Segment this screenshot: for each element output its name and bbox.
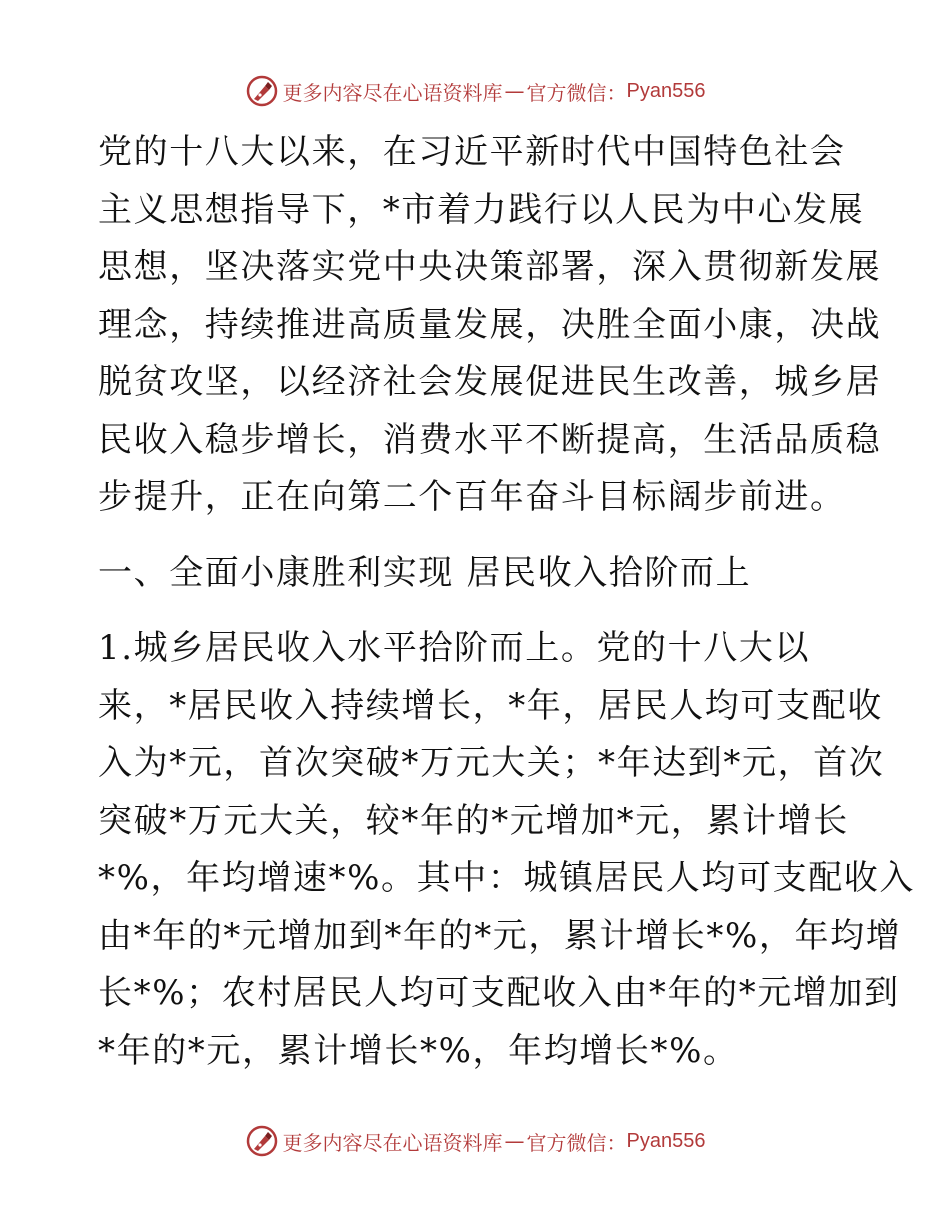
item1-line: *%，年均增速*%。其中：城镇居民人均可支配收入 [98,858,916,898]
watermark-dash: — [504,79,525,103]
intro-line: 步提升，正在向第二个百年奋斗目标阔步前进。 [98,477,846,517]
paragraph-spacer [98,602,858,620]
item1-line: 来，*居民收入持续增长，*年，居民人均可支配收 [98,685,883,726]
watermark-wechat-label: 官方微信： [526,80,627,105]
intro-line: 理念，持续推进高质量发展，决胜全面小康，决战 [98,304,882,345]
item1-line: 1.城乡居民收入水平拾阶而上。党的十八大以 [98,628,811,668]
intro-line: 思想，坚决落实党中央决策部署，深入贯彻新发展 [98,247,882,287]
item1-line: *年的*元，累计增长*%，年均增长*%。 [98,1030,739,1071]
item1-line: 长*%；农村居民人均可支配收入由*年的*元增加到 [98,973,900,1013]
header-watermark [0,74,950,108]
item1-line: 由*年的*元增加到*年的*元，累计增长*%，年均增 [98,915,902,956]
watermark-wechat-id: Pyan556 [626,79,706,102]
pen-nib-logo-icon [245,74,279,108]
watermark-text: 更多内容尽在心语资料库 [282,80,503,105]
document-body [98,124,916,1080]
watermark-wechat-label: 官方微信： [526,1130,627,1155]
item1-line: 入为*元，首次突破*万元大关；*年达到*元，首次 [98,743,885,783]
intro-line: 民收入稳步增长，消费水平不断提高，生活品质稳 [98,419,882,460]
section-heading: 一、全面小康胜利实现 居民收入拾阶而上 [98,552,752,593]
item1-line: 突破*万元大关，较*年的*元增加*元，累计增长 [98,800,849,841]
footer-watermark [0,1124,950,1158]
paragraph-spacer [98,527,858,545]
watermark-text: 更多内容尽在心语资料库 [282,1130,503,1155]
pen-nib-logo-icon [245,1124,279,1158]
intro-line: 脱贫攻坚，以经济社会发展促进民生改善，城乡居 [98,362,882,402]
intro-line: 党的十八大以来，在习近平新时代中国特色社会 [98,132,846,172]
intro-line: 主义思想指导下，*市着力践行以人民为中心发展 [98,189,865,230]
watermark-dash: — [504,1129,525,1153]
watermark-wechat-id: Pyan556 [626,1129,706,1152]
